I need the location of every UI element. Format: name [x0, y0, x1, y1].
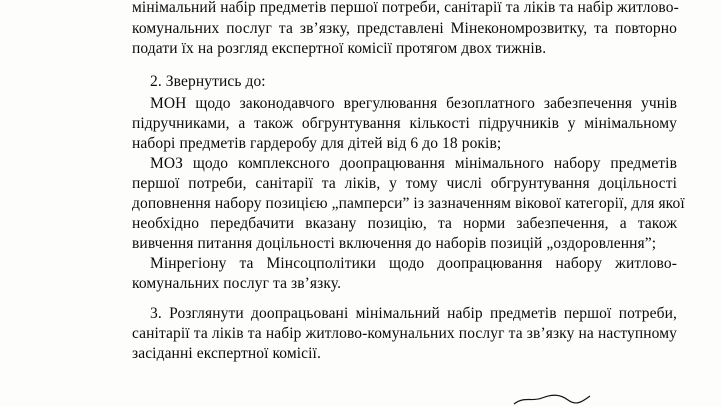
text-line: засіданні експертної комісії. [132, 345, 321, 362]
text-line: санітарії та ліків та набір житлово-комунальних послуг та зв’язку на наступному [132, 325, 677, 342]
text-line: комунальних послуг та зв’язку. [132, 275, 342, 292]
text-line: наборі предметів гардеробу для дітей від 6 до 18 років; [132, 135, 502, 152]
text-line: МОН щодо законодавчого врегулювання безоплатного забезпечення учнів [150, 95, 677, 112]
text-line: першої потреби, санітарії та ліків, у тому числі обгрунтування доцільності [132, 175, 677, 192]
text-line: підручниками, а також обгрунтування кількості підручників у мінімальному [132, 115, 677, 132]
text-line: необхідно передбачити вказану позицію, та норми забезпечення, а також [132, 215, 677, 232]
text-line: вивчення питання доцільності включення до наборів позицій „оздоровлення”; [132, 235, 657, 252]
text-line: Мінрегіону та Мінсоцполітики щодо доопрацювання набору житлово- [150, 255, 677, 272]
text-line: МОЗ щодо комплексного доопрацювання мінімального набору предметів [150, 155, 677, 172]
text-line: доповнення набору позицією „памперси” із зазначенням вікової категорії, для якої [132, 195, 685, 212]
text-line: мінімальний набір предметів першої потреби, санітарії та ліків та набір житлово- [132, 0, 679, 16]
text-line: подати їх на розгляд експертної комісії протягом двох тижнів. [132, 40, 547, 57]
section-heading: 3. Розглянути доопрацьовані мінімальний набір предметів першої потреби, [150, 305, 677, 322]
signature-mark [512, 392, 592, 406]
text-line: комунальних послуг та зв’язку, представлені Мінекономрозвитку, та повторно [132, 20, 677, 37]
section-heading: 2. Звернутись до: [150, 73, 266, 90]
